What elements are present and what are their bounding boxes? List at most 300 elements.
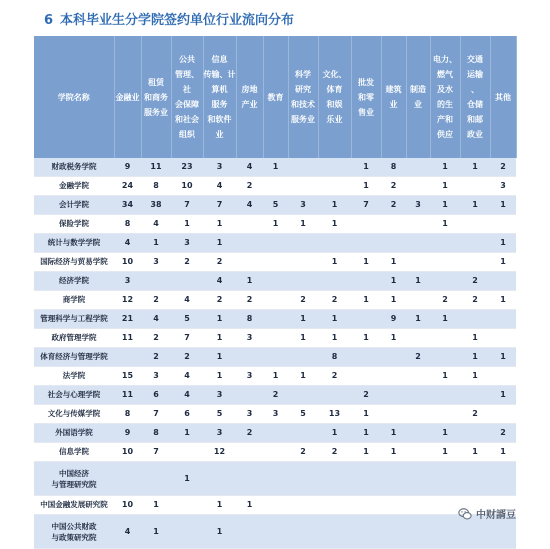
table-cell: 3: [236, 405, 263, 424]
table-cell: 4: [114, 515, 141, 549]
table-cell: 1: [171, 215, 203, 234]
table-cell: 10: [114, 496, 141, 515]
column-header: [351, 36, 381, 158]
table-cell: 9: [381, 310, 406, 329]
column-header-line: 房地: [241, 85, 258, 94]
column-header-line: 组织: [179, 130, 195, 139]
table-cell: 8: [318, 348, 351, 367]
table-cell: 1: [203, 496, 236, 515]
college-name-line: 会计学院: [59, 200, 89, 209]
college-name: [34, 215, 114, 234]
table-cell: 15: [114, 367, 141, 386]
table-cell: 4: [236, 158, 263, 177]
table-cell: 1: [288, 215, 318, 234]
table-cell: [430, 462, 460, 496]
college-name-line: 经济学院: [59, 276, 89, 285]
table-cell: [381, 386, 406, 405]
table-cell: [318, 234, 351, 253]
table-cell: 1: [381, 272, 406, 291]
table-cell: [490, 367, 516, 386]
table-cell: 6: [141, 386, 171, 405]
column-header-line: 和软件: [207, 115, 232, 124]
table-cell: 3: [203, 424, 236, 443]
table-cell: [460, 310, 490, 329]
table-cell: 1: [351, 405, 381, 424]
column-header-line: 服务业: [144, 107, 168, 117]
table-cell: 2: [381, 177, 406, 196]
column-header-line: 管理、社: [175, 70, 199, 94]
table-cell: 3: [406, 196, 430, 215]
column-header-line: 的生: [437, 100, 453, 109]
college-name-line: 国际经济与贸易学院: [40, 257, 108, 266]
table-cell: 1: [381, 424, 406, 443]
college-name: [34, 405, 114, 424]
table-cell: [236, 462, 263, 496]
table-cell: [381, 234, 406, 253]
column-header-line: 学院名称: [57, 92, 90, 102]
column-header-line: 建筑: [385, 85, 402, 94]
table-cell: 2: [318, 291, 351, 310]
table-row: [34, 196, 516, 215]
table-cell: [318, 158, 351, 177]
table-cell: 8: [141, 177, 171, 196]
column-header-line: 和技术: [291, 100, 315, 109]
table-cell: [288, 272, 318, 291]
table-cell: [460, 424, 490, 443]
table-cell: 1: [288, 310, 318, 329]
table-cell: [490, 405, 516, 424]
table-cell: [318, 515, 351, 549]
column-header-line: 和零: [358, 92, 374, 102]
table-cell: [318, 496, 351, 515]
college-name-line: 信息学院: [59, 447, 89, 456]
table-cell: [114, 348, 141, 367]
table-cell: [381, 367, 406, 386]
column-header: [236, 36, 263, 158]
college-name-line: 政府管理学院: [51, 333, 97, 342]
column-header-line: 批发: [358, 77, 374, 87]
table-cell: 1: [406, 272, 430, 291]
column-header-line: 、: [471, 85, 479, 94]
table-cell: [490, 310, 516, 329]
column-header-line: 和商务: [144, 92, 168, 102]
table-cell: [406, 234, 430, 253]
table-cell: 1: [141, 515, 171, 549]
table-cell: 1: [490, 196, 516, 215]
column-header: [34, 36, 114, 158]
college-name-line: 中国公共财政: [51, 521, 97, 531]
college-name-line: 商学院: [62, 295, 86, 304]
table-cell: [263, 496, 288, 515]
table-cell: 3: [141, 367, 171, 386]
table-cell: 2: [490, 158, 516, 177]
table-cell: 8: [381, 158, 406, 177]
table-cell: 10: [171, 177, 203, 196]
industry-distribution-table: [34, 36, 517, 549]
table-cell: [430, 234, 460, 253]
table-cell: 1: [171, 424, 203, 443]
column-header-line: 文化、: [322, 70, 347, 79]
table-cell: 3: [203, 158, 236, 177]
table-cell: 1: [460, 367, 490, 386]
table-cell: [236, 515, 263, 549]
table-cell: 1: [351, 177, 381, 196]
column-header-line: 租赁: [148, 77, 164, 87]
table-cell: 1: [203, 310, 236, 329]
table-header-row: [34, 36, 516, 158]
table-cell: 4: [171, 386, 203, 405]
table-cell: 1: [203, 515, 236, 549]
table-cell: 34: [114, 196, 141, 215]
table-cell: [406, 158, 430, 177]
table-cell: 2: [203, 291, 236, 310]
table-cell: 1: [430, 443, 460, 462]
column-header: [490, 36, 516, 158]
table-cell: 8: [236, 310, 263, 329]
table-cell: [406, 291, 430, 310]
table-cell: 1: [236, 272, 263, 291]
column-header: [171, 36, 203, 158]
table-cell: [490, 462, 516, 496]
table-cell: [263, 348, 288, 367]
table-cell: 11: [114, 386, 141, 405]
table-cell: 2: [381, 196, 406, 215]
table-cell: [351, 462, 381, 496]
college-name: [34, 496, 114, 515]
table-cell: 2: [430, 291, 460, 310]
table-cell: 3: [114, 272, 141, 291]
table-cell: 6: [171, 405, 203, 424]
table-cell: [288, 424, 318, 443]
table-cell: 1: [490, 443, 516, 462]
column-header-line: 信息: [211, 55, 228, 64]
title-text: 本科毕业生分学院签约单位行业流向分布: [60, 13, 295, 28]
column-header: [263, 36, 288, 158]
table-cell: 1: [318, 253, 351, 272]
column-header-line: 传输、计: [203, 70, 236, 79]
table-cell: [406, 405, 430, 424]
table-cell: [381, 405, 406, 424]
table-cell: 4: [141, 310, 171, 329]
table-cell: 1: [381, 443, 406, 462]
table-cell: [351, 348, 381, 367]
table-cell: [236, 253, 263, 272]
college-name-line: 外国语学院: [55, 428, 93, 437]
column-header-line: 仓储: [467, 100, 483, 109]
table-cell: 1: [381, 329, 406, 348]
table-cell: [203, 462, 236, 496]
column-header-line: 售业: [358, 107, 374, 117]
college-name-line: 保险学院: [59, 219, 89, 228]
table-cell: 5: [288, 405, 318, 424]
table-cell: [318, 272, 351, 291]
table-cell: [236, 234, 263, 253]
table-row: [34, 253, 516, 272]
table-cell: 23: [171, 158, 203, 177]
table-row: [34, 272, 516, 291]
table-row: [34, 515, 516, 549]
table-cell: 2: [171, 253, 203, 272]
table-cell: 13: [318, 405, 351, 424]
table-cell: 2: [141, 291, 171, 310]
table-row: [34, 215, 516, 234]
watermark-text: 中财諝豆: [476, 510, 516, 521]
table-cell: 1: [430, 367, 460, 386]
column-header: [406, 36, 430, 158]
table-row: [34, 386, 516, 405]
table-cell: 1: [430, 215, 460, 234]
table-cell: 9: [114, 158, 141, 177]
column-header-line: 业: [215, 130, 224, 139]
table-cell: [263, 329, 288, 348]
table-cell: 8: [114, 215, 141, 234]
table-row: [34, 405, 516, 424]
table-cell: 1: [460, 158, 490, 177]
table-cell: 3: [288, 196, 318, 215]
column-header-line: 交通: [467, 55, 483, 64]
table-cell: 1: [141, 496, 171, 515]
table-cell: 3: [490, 177, 516, 196]
table-cell: 1: [318, 310, 351, 329]
college-name-line: 金融学院: [59, 181, 89, 190]
table-cell: [288, 348, 318, 367]
column-header-line: 服务: [211, 100, 228, 109]
table-cell: [406, 515, 430, 549]
table-cell: [406, 367, 430, 386]
table-cell: 1: [430, 424, 460, 443]
table-cell: [406, 215, 430, 234]
column-header-line: 业: [389, 100, 398, 109]
table-cell: [460, 215, 490, 234]
table-cell: [460, 253, 490, 272]
column-header-line: 燃气: [437, 70, 453, 79]
table-cell: 2: [318, 443, 351, 462]
table-cell: [490, 329, 516, 348]
table-cell: [288, 234, 318, 253]
column-header-line: 公共: [179, 55, 195, 64]
table-cell: 3: [203, 386, 236, 405]
table-cell: 8: [141, 424, 171, 443]
table-cell: 1: [318, 215, 351, 234]
column-header-line: 和娱: [326, 100, 343, 109]
table-cell: 9: [114, 424, 141, 443]
table-cell: [381, 515, 406, 549]
table-cell: [406, 496, 430, 515]
column-header-line: 制造: [410, 85, 426, 94]
table-cell: 2: [288, 443, 318, 462]
table-cell: [263, 291, 288, 310]
column-header-line: 算机: [211, 85, 228, 94]
table-cell: 3: [236, 367, 263, 386]
college-name: [34, 386, 114, 405]
watermark: [458, 507, 516, 525]
table-cell: 2: [460, 405, 490, 424]
table-cell: [263, 462, 288, 496]
table-cell: [288, 253, 318, 272]
table-cell: [460, 177, 490, 196]
table-cell: [171, 272, 203, 291]
table-body: [34, 158, 516, 549]
table-cell: [381, 496, 406, 515]
column-header: [381, 36, 406, 158]
table-cell: 1: [263, 158, 288, 177]
table-cell: 4: [203, 272, 236, 291]
table-cell: [351, 367, 381, 386]
column-header-line: 产和: [437, 115, 453, 124]
table-cell: 1: [406, 310, 430, 329]
table-cell: 11: [141, 158, 171, 177]
table-cell: 1: [288, 367, 318, 386]
table-cell: [263, 272, 288, 291]
table-cell: 1: [351, 329, 381, 348]
table-cell: 1: [430, 177, 460, 196]
table-cell: 4: [114, 234, 141, 253]
college-name-line: 文化与传媒学院: [47, 409, 101, 418]
college-name: [34, 234, 114, 253]
wechat-icon: [458, 507, 472, 521]
table-cell: 1: [490, 348, 516, 367]
table-cell: 1: [490, 386, 516, 405]
column-header: [141, 36, 171, 158]
table-cell: [263, 177, 288, 196]
table-row: [34, 496, 516, 515]
college-name-line: 中国金融发展研究院: [40, 500, 108, 509]
table-row: [34, 234, 516, 253]
table-cell: 1: [171, 462, 203, 496]
table-cell: 21: [114, 310, 141, 329]
college-name-line: 中国经济: [59, 468, 89, 478]
table-cell: 1: [288, 329, 318, 348]
table-cell: [406, 253, 430, 272]
table-cell: [288, 496, 318, 515]
table-cell: [288, 177, 318, 196]
table-cell: [351, 310, 381, 329]
column-header: [114, 36, 141, 158]
table-cell: 1: [318, 424, 351, 443]
college-name: [34, 310, 114, 329]
table-cell: [430, 329, 460, 348]
table-cell: [406, 177, 430, 196]
table-cell: [406, 386, 430, 405]
table-cell: [263, 424, 288, 443]
table-cell: [430, 348, 460, 367]
table-cell: [171, 443, 203, 462]
college-name-line: 社会与心理学院: [47, 390, 101, 399]
table-cell: [351, 515, 381, 549]
table-cell: [263, 234, 288, 253]
table-cell: 2: [406, 348, 430, 367]
table-cell: [381, 215, 406, 234]
table-cell: 7: [171, 329, 203, 348]
college-name-line: 统计与数学学院: [47, 238, 101, 247]
table-cell: [318, 177, 351, 196]
table-cell: [406, 329, 430, 348]
table-cell: 2: [171, 348, 203, 367]
table-cell: [430, 405, 460, 424]
table-cell: 12: [203, 443, 236, 462]
table-cell: 2: [203, 253, 236, 272]
table-cell: 7: [141, 405, 171, 424]
table-row: [34, 443, 516, 462]
table-cell: 1: [430, 310, 460, 329]
table-cell: 1: [430, 196, 460, 215]
table-cell: [263, 515, 288, 549]
table-cell: 1: [351, 443, 381, 462]
column-header: [460, 36, 490, 158]
page-title: [44, 10, 294, 32]
college-name-line: 体育经济与管理学院: [40, 352, 108, 361]
table-cell: 38: [141, 196, 171, 215]
column-header: [318, 36, 351, 158]
table-cell: 5: [203, 405, 236, 424]
table-cell: 1: [203, 329, 236, 348]
table-cell: 1: [460, 348, 490, 367]
college-name-line: 财政税务学院: [51, 162, 97, 171]
table-cell: [406, 443, 430, 462]
table-cell: 3: [236, 329, 263, 348]
table-cell: 2: [490, 424, 516, 443]
table-cell: 1: [203, 348, 236, 367]
table-cell: 1: [460, 329, 490, 348]
college-name: [34, 177, 114, 196]
table-cell: [288, 158, 318, 177]
table-cell: [318, 462, 351, 496]
college-name-line: 法学院: [62, 371, 86, 380]
column-header-line: 运输: [467, 70, 483, 79]
table-cell: 1: [381, 253, 406, 272]
table-cell: [381, 348, 406, 367]
table-cell: 7: [171, 196, 203, 215]
college-name: [34, 367, 114, 386]
table-cell: [490, 272, 516, 291]
column-header-line: 体育: [326, 85, 343, 94]
table-cell: [171, 496, 203, 515]
column-header-line: 研究: [295, 85, 311, 94]
table-cell: [288, 515, 318, 549]
table-cell: 1: [318, 329, 351, 348]
table-cell: 2: [236, 424, 263, 443]
table-cell: [236, 386, 263, 405]
table-cell: 1: [351, 253, 381, 272]
table-cell: [114, 462, 141, 496]
table-cell: 1: [318, 196, 351, 215]
table-cell: 1: [381, 291, 406, 310]
table-cell: 12: [114, 291, 141, 310]
table-cell: [460, 462, 490, 496]
table-cell: [318, 386, 351, 405]
college-name: [34, 329, 114, 348]
table-cell: 1: [203, 234, 236, 253]
table-cell: 1: [430, 158, 460, 177]
table-cell: 1: [351, 158, 381, 177]
table-cell: 1: [141, 234, 171, 253]
college-name-line: 与管理研究院: [51, 479, 97, 489]
table-cell: 4: [236, 196, 263, 215]
table-cell: 2: [288, 291, 318, 310]
table-cell: 2: [351, 386, 381, 405]
table-cell: [171, 515, 203, 549]
table-cell: 1: [460, 196, 490, 215]
table-cell: [263, 253, 288, 272]
table-cell: 7: [203, 196, 236, 215]
table-cell: 1: [351, 291, 381, 310]
table-cell: [263, 310, 288, 329]
college-name: [34, 253, 114, 272]
table-cell: [263, 443, 288, 462]
table-cell: [381, 462, 406, 496]
table-cell: [490, 215, 516, 234]
column-header-line: 业: [414, 100, 422, 109]
